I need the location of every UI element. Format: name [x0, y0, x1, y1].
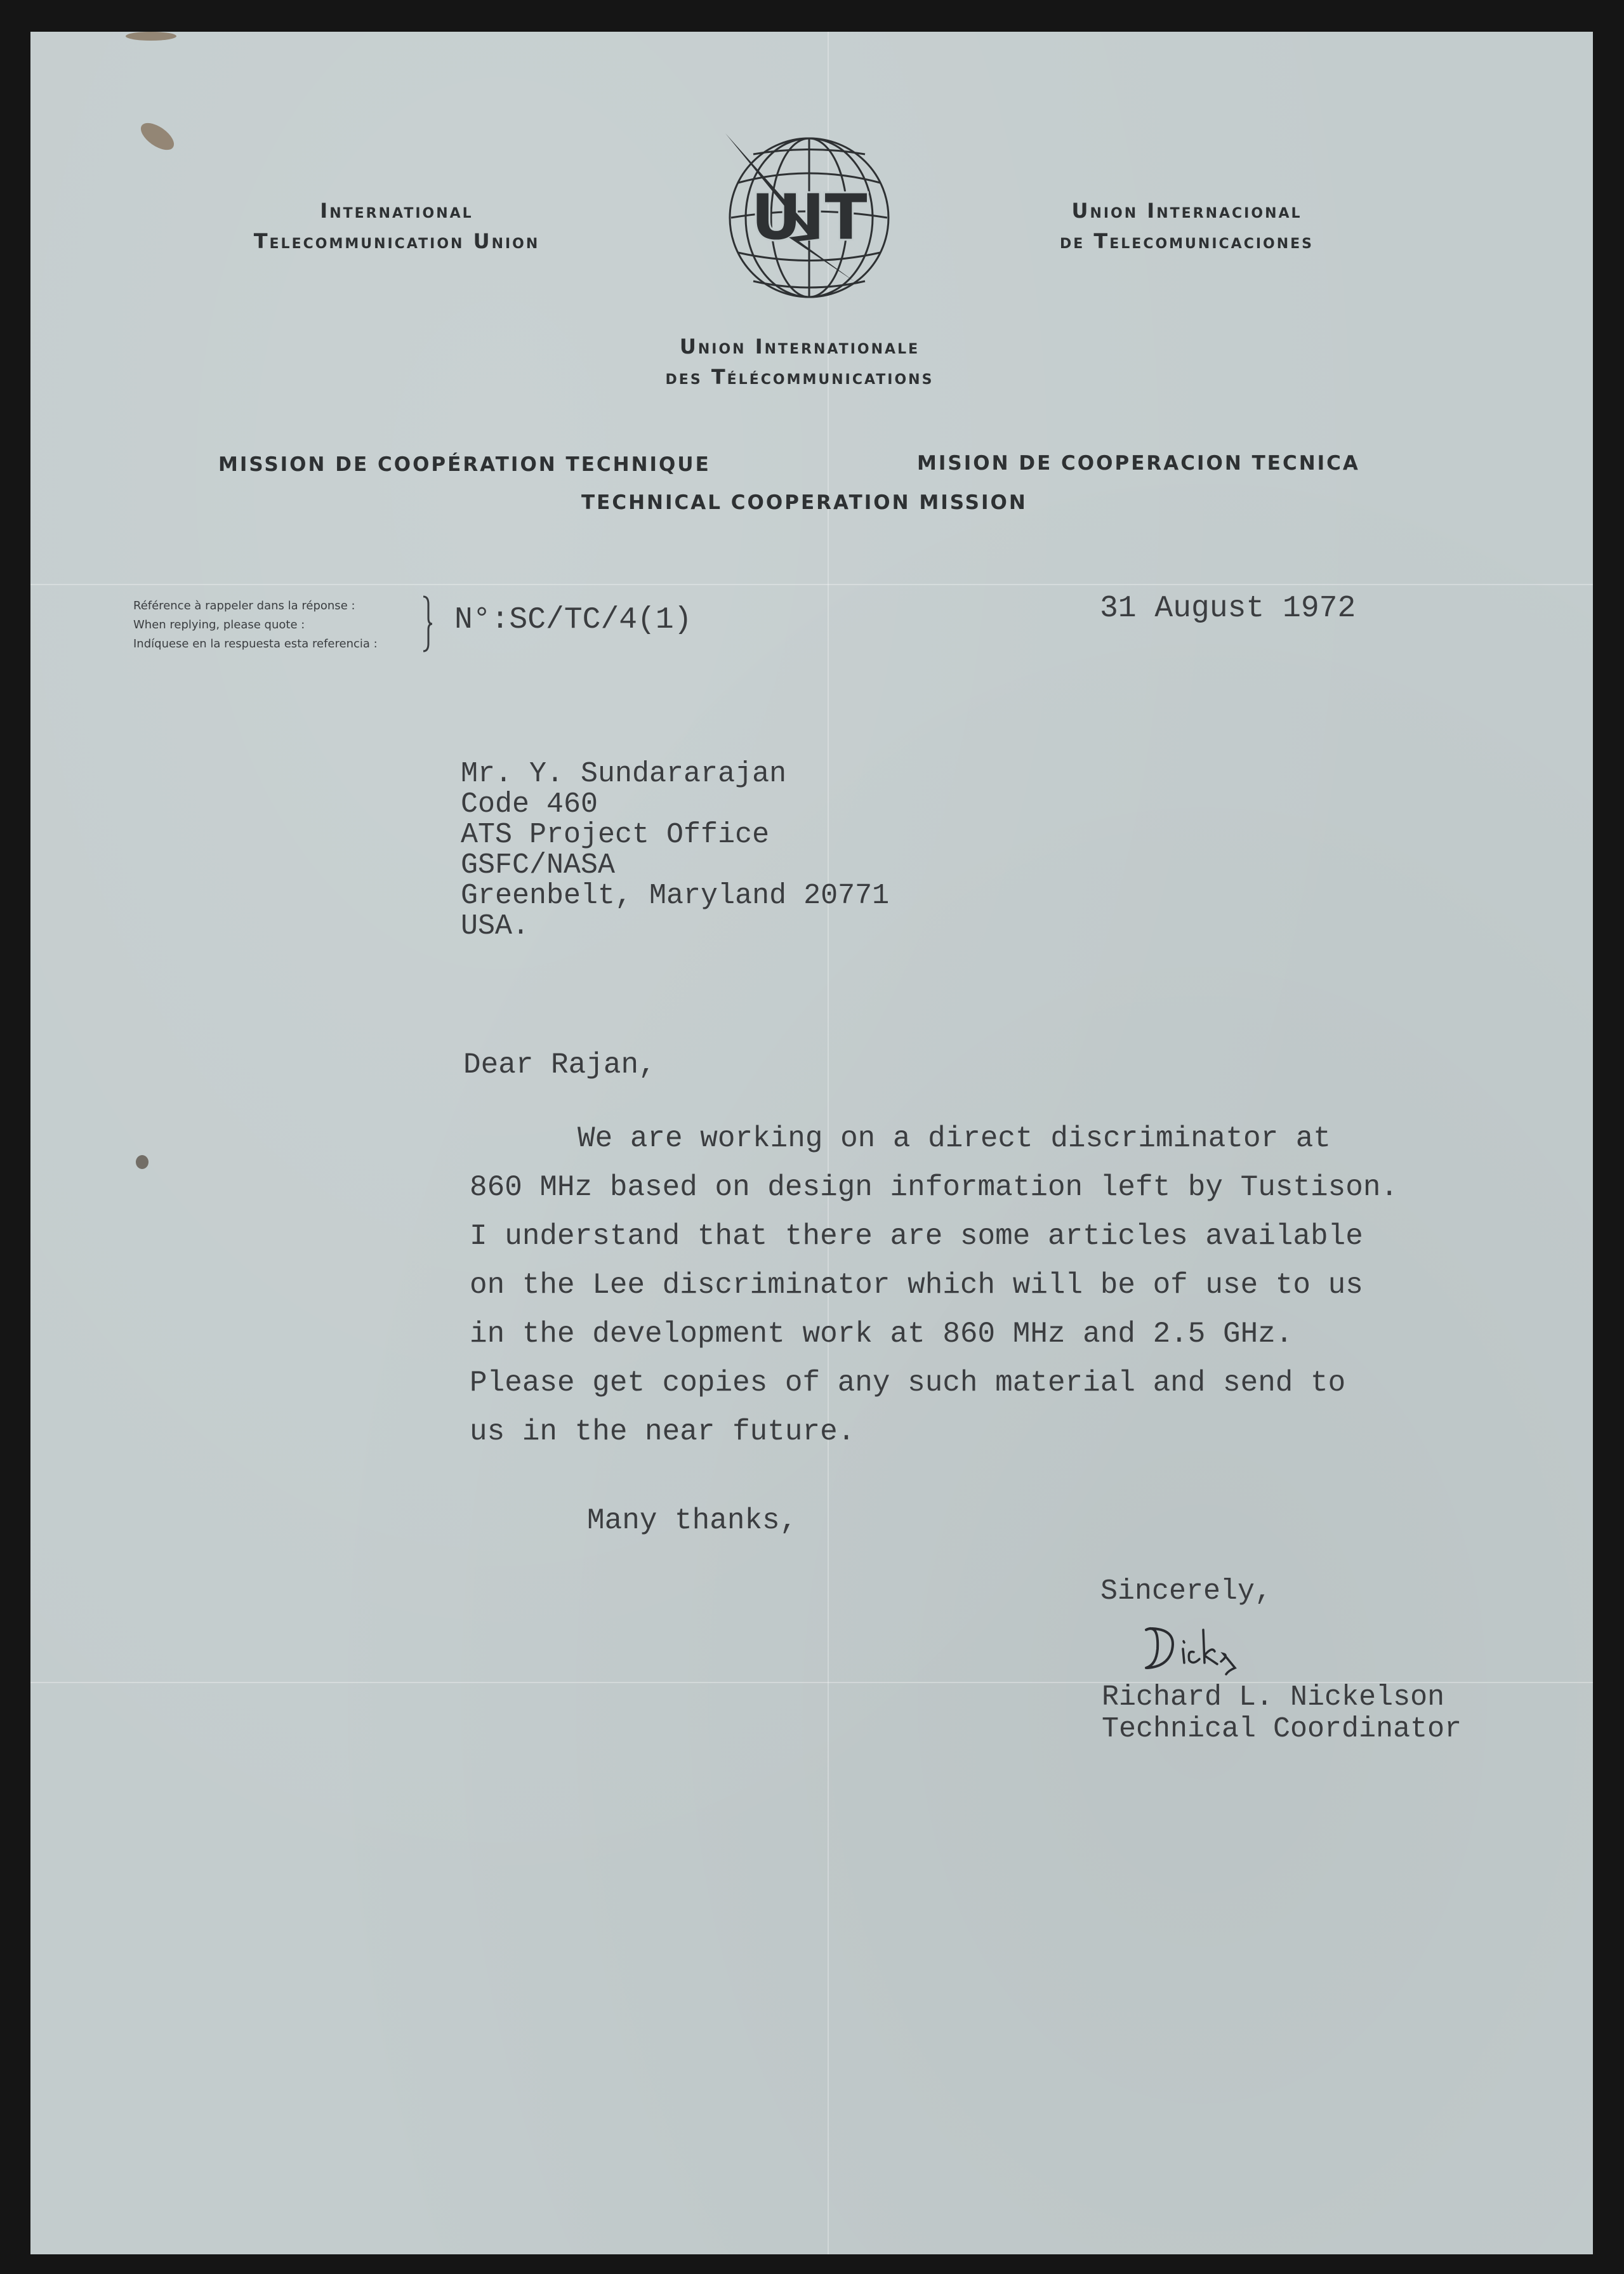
globe-icon	[714, 126, 904, 310]
recipient-address	[461, 759, 889, 942]
letter-body	[470, 1114, 1398, 1457]
address-line: GSFC/NASA	[461, 849, 616, 882]
address-line: Greenbelt, Maryland 20771	[461, 880, 890, 912]
body-line: in the development work at 860 MHz and 2.5 GHz.	[470, 1318, 1293, 1351]
ink-spot	[136, 1155, 149, 1169]
org-name-french: Union Internationale des Télécommunications	[665, 334, 934, 389]
body-line: on the Lee discriminator which will be of use to us	[470, 1269, 1363, 1302]
signer-name: Richard L. Nickelson	[1102, 1681, 1445, 1714]
svg-text:UIT: UIT	[751, 182, 868, 254]
thanks-line: Many thanks,	[587, 1504, 798, 1537]
body-line: We are working on a direct discriminator at	[578, 1122, 1331, 1155]
rust-stain	[136, 118, 178, 155]
body-line: us in the near future.	[470, 1415, 855, 1448]
brace-icon	[422, 595, 433, 652]
address-line: USA.	[461, 910, 530, 942]
itu-logo	[714, 126, 904, 310]
reference-number: N°:SC/TC/4(1)	[454, 603, 692, 637]
address-line: Mr. Y. Sundararajan	[461, 758, 787, 790]
signer-block	[1102, 1682, 1462, 1745]
mission-french: MISSION DE COOPÉRATION TECHNIQUE	[218, 453, 711, 476]
paper-fold-upper	[30, 584, 1593, 585]
mission-english: TECHNICAL COOPERATION MISSION	[581, 491, 1027, 514]
body-line: Please get copies of any such material and send to	[470, 1366, 1346, 1399]
body-line: I understand that there are some articles available	[470, 1220, 1363, 1253]
reference-labels: Référence à rappeler dans la réponse : When replying, please quote : Indíquese en la respuesta esta referencia :	[133, 599, 378, 651]
salutation: Dear Rajan,	[463, 1048, 656, 1081]
address-line: Code 460	[461, 788, 598, 821]
handwritten-signature	[1133, 1604, 1286, 1681]
rust-stain-top	[126, 32, 176, 41]
org-name-english: International Telecommunication Union	[253, 199, 540, 253]
letter-date: 31 August 1972	[1100, 592, 1356, 626]
address-line: ATS Project Office	[461, 819, 770, 851]
signer-title: Technical Coordinator	[1102, 1713, 1462, 1745]
closing: Sincerely,	[1100, 1575, 1272, 1608]
body-line: 860 MHz based on design information left by Tustison.	[470, 1171, 1399, 1204]
org-name-spanish: Union Internacional de Telecomunicaciones	[1059, 199, 1314, 253]
mission-spanish: MISION DE COOPERACION TECNICA	[917, 452, 1360, 475]
